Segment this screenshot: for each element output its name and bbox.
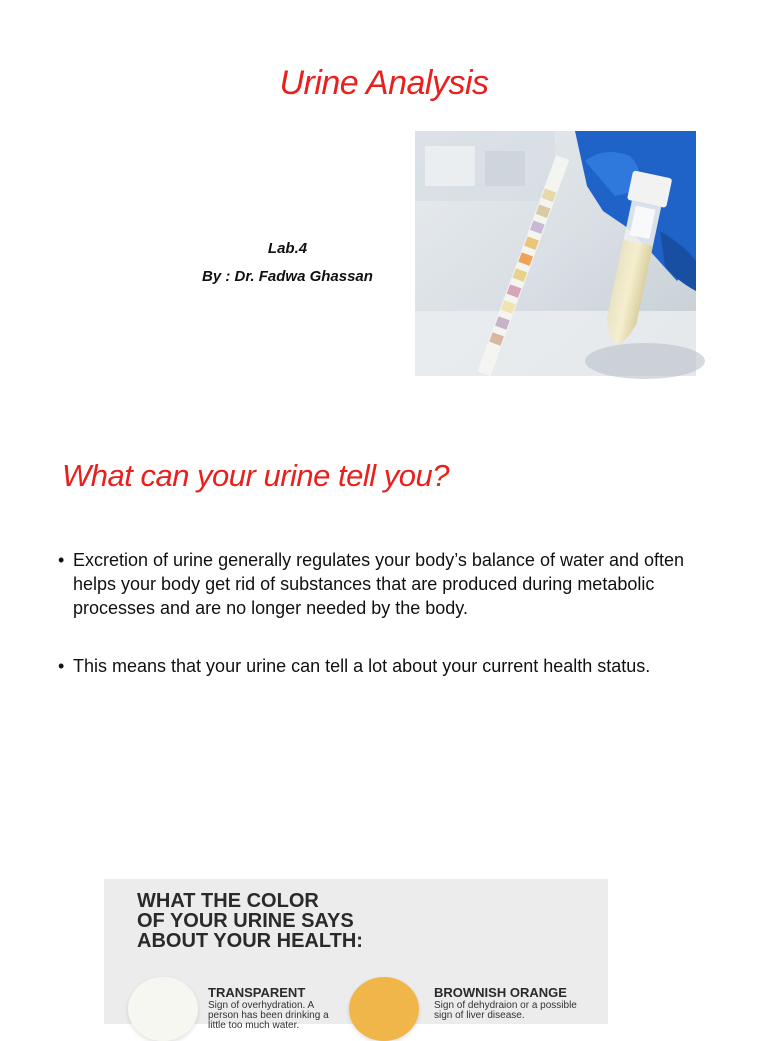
- urine-test-photo: [415, 131, 696, 376]
- swatch-desc-brownish-orange: [434, 1001, 577, 1021]
- swatch-name-transparent: TRANSPARENT: [208, 985, 306, 1000]
- bullet-item: [58, 654, 698, 678]
- infographic-title-line: WHAT THE COLOR: [137, 890, 319, 912]
- slide-title: [0, 0, 768, 410]
- bullet-icon: •: [58, 550, 65, 570]
- bullet-text: Excretion of urine generally regulates your body’s balance of water and often helps your body get rid of substances that are produced during metabolic processes and are no longer needed by the body.: [73, 550, 685, 618]
- author-label: By : Dr. Fadwa Ghassan: [202, 268, 373, 285]
- infographic-title-line: ABOUT YOUR HEALTH:: [137, 930, 363, 952]
- slide-urine-color: [0, 850, 768, 1031]
- brownish-orange-swatch-icon: [349, 977, 419, 1041]
- urine-test-photo-illustration: [415, 131, 696, 376]
- swatch-name-brownish-orange: BROWNISH ORANGE: [434, 985, 567, 1000]
- swatch-desc-line: sign of liver disease.: [434, 1010, 525, 1021]
- slide-content-heading: What can your urine tell you?: [62, 458, 449, 493]
- lab-label: Lab.4: [267, 240, 308, 257]
- transparent-swatch-icon: [128, 977, 198, 1041]
- swatch-desc-line: person has been drinking a: [208, 1010, 329, 1021]
- slide-content: [0, 410, 768, 850]
- bullet-text: This means that your urine can tell a lot about your current health status.: [73, 656, 651, 676]
- urine-color-infographic: [104, 879, 608, 1031]
- swatch-desc-line: Sign of dehydraion or a possible: [434, 1000, 577, 1011]
- swatch-desc-line: little too much water.: [208, 1020, 300, 1031]
- bullet-icon: •: [58, 656, 65, 676]
- bullet-list: [58, 548, 698, 716]
- swatch-desc-line: Sign of overhydration. A: [208, 1000, 315, 1011]
- bullet-item: [58, 548, 698, 620]
- slide-title-heading: Urine Analysis: [279, 64, 489, 102]
- infographic-title-line: OF YOUR URINE SAYS: [137, 910, 354, 932]
- infographic-title: [137, 891, 517, 951]
- swatch-desc-transparent: [208, 1001, 329, 1031]
